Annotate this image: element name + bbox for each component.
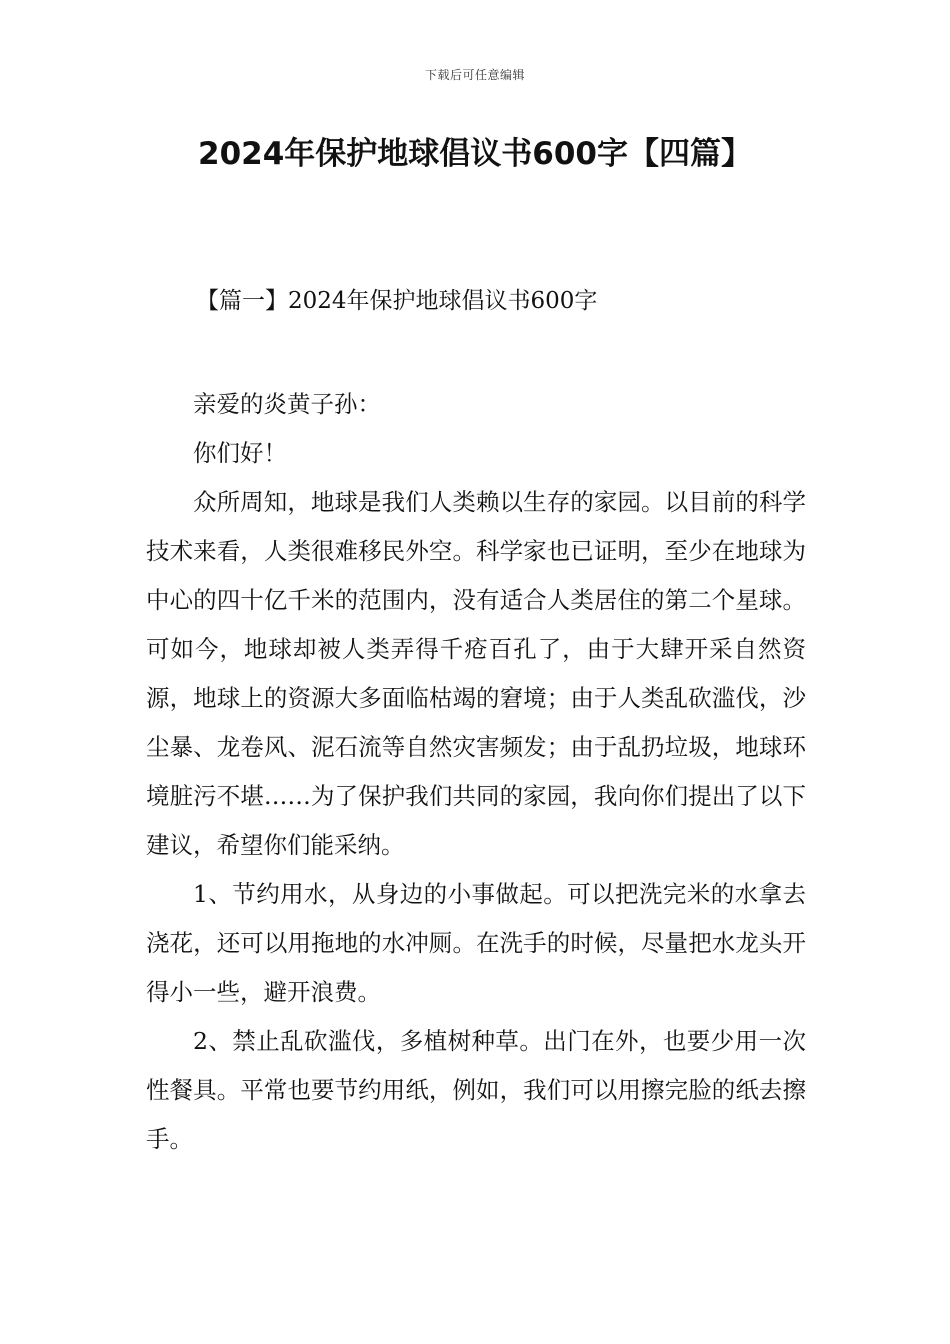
paragraph-suggestion-2: 2、禁止乱砍滥伐，多植树种草。出门在外，也要少用一次性餐具。平常也要节约用纸，例如，我们可以用擦完脸的纸去擦手。: [146, 1027, 806, 1153]
section-heading: 【篇一】2024年保护地球倡议书600字: [196, 288, 598, 314]
document-title: 2024年保护地球倡议书600字【四篇】: [198, 136, 752, 172]
salutation: 亲爱的炎黄子孙：: [193, 390, 381, 418]
paragraph-suggestion-1: 1、节约用水，从身边的小事做起。可以把洗完米的水拿去浇花，还可以用拖地的水冲厕。在洗手的时候，尽量把水龙头开得小一些，避开浪费。: [146, 880, 806, 1006]
header-note: 下载后可任意编辑: [424, 68, 525, 82]
paragraph-intro: 众所周知，地球是我们人类赖以生存的家园。以目前的科学技术来看，人类很难移民外空。科学家也已证明，至少在地球为中心的四十亿千米的范围内，没有适合人类居住的第二个星球。可如今，地球却被人类弄得千疮百孔了，由于大肆开采自然资源，地球上的资源大多面临枯竭的窘境；由于人类乱砍滥伐，沙尘暴、龙卷风、泥石流等自然灾害频发；由于乱扔垃圾，地球环境脏污不堪……为了保护我们共同的家园，我向你们提出了以下建议，希望你们能采纳。: [146, 488, 806, 859]
letter-body: [146, 380, 806, 1164]
greeting-line: 你们好！: [193, 439, 287, 467]
